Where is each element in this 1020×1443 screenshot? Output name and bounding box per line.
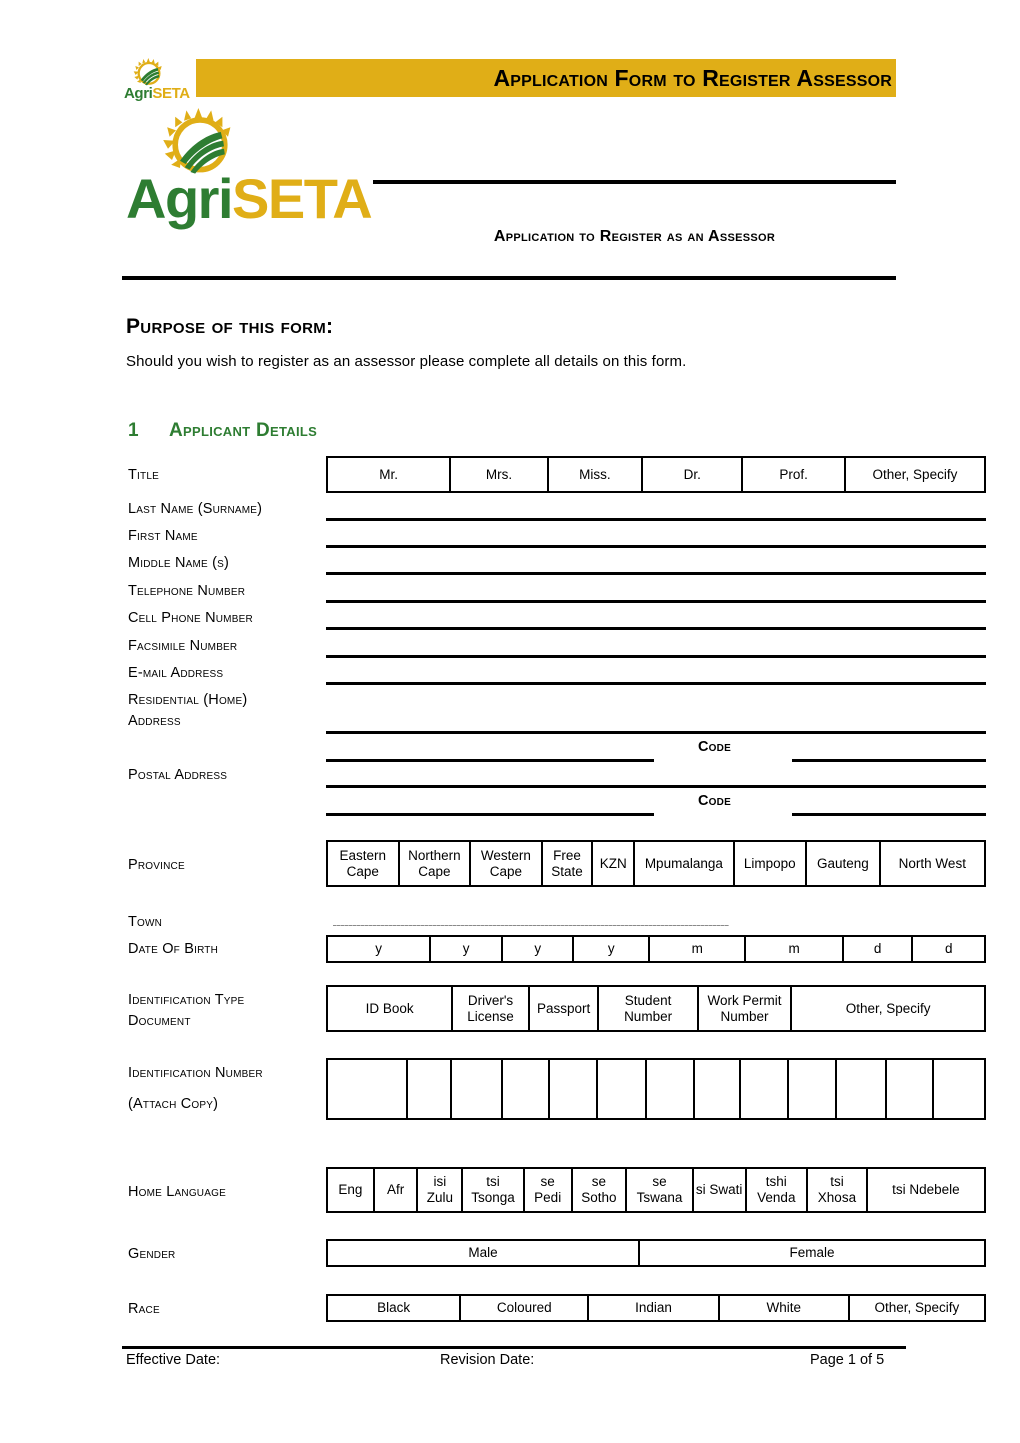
id-number-box-8[interactable]	[695, 1060, 742, 1118]
divider-below-subtitle	[122, 276, 896, 280]
language-option-eng[interactable]: Eng	[328, 1169, 375, 1211]
field-first-name-line[interactable]	[326, 545, 986, 548]
dob-cell-year-3[interactable]: y	[503, 937, 575, 961]
footer-revision-date: Revision Date:	[440, 1352, 535, 1368]
label-residential-address-line1: Residential (Home)	[128, 692, 248, 708]
id-number-box-2[interactable]	[408, 1060, 453, 1118]
language-option-si-swati[interactable]: si Swati	[694, 1169, 747, 1211]
label-last-name: Last Name (Surname)	[128, 501, 263, 517]
province-option-gauteng[interactable]: Gauteng	[807, 842, 881, 885]
id-type-option-student-number[interactable]: Student Number	[599, 987, 698, 1030]
field-facsimile-line[interactable]	[326, 655, 986, 658]
label-identification-number: Identification Number	[128, 1065, 263, 1081]
label-identification-type-line1: Identification Type	[128, 992, 245, 1008]
id-number-box-7[interactable]	[647, 1060, 695, 1118]
field-email-line[interactable]	[326, 682, 986, 685]
field-postal-line-2[interactable]	[326, 813, 654, 816]
header-title: Application Form to Register Assessor	[493, 65, 892, 91]
label-home-language: Home Language	[128, 1184, 226, 1200]
agriseta-sun-field-icon-small	[132, 58, 166, 88]
title-option-miss[interactable]: Miss.	[549, 458, 643, 491]
logo-agri-text: Agri	[124, 85, 153, 102]
id-number-box-13[interactable]	[934, 1060, 984, 1118]
race-table	[326, 1294, 986, 1322]
field-town-line[interactable]	[333, 925, 729, 926]
logo-seta-text: SETA	[152, 85, 190, 102]
label-email-address: E-mail Address	[128, 665, 224, 681]
province-option-eastern-cape[interactable]: Eastern Cape	[328, 842, 400, 885]
language-option-afr[interactable]: Afr	[375, 1169, 419, 1211]
province-option-limpopo[interactable]: Limpopo	[735, 842, 808, 885]
field-residential-line-1[interactable]	[326, 731, 986, 734]
logo-agri-text-main: Agri	[126, 167, 232, 230]
label-date-of-birth: Date Of Birth	[128, 941, 219, 957]
field-residential-code-line[interactable]	[792, 759, 986, 762]
dob-cell-month-2[interactable]: m	[746, 937, 843, 961]
dob-cell-year-1[interactable]: y	[328, 937, 431, 961]
id-number-box-9[interactable]	[741, 1060, 789, 1118]
dob-cell-day-2[interactable]: d	[944, 941, 953, 956]
province-option-north-west[interactable]: North West	[898, 855, 966, 871]
label-middle-name: Middle Name (s)	[128, 555, 230, 571]
label-residential-code: Code	[698, 739, 731, 755]
label-postal-code: Code	[698, 793, 731, 809]
language-option-tshi-venda[interactable]: tshi Venda	[747, 1169, 809, 1211]
id-number-box-11[interactable]	[837, 1060, 887, 1118]
field-middle-name-line[interactable]	[326, 572, 986, 575]
gender-table	[326, 1239, 986, 1267]
label-gender: Gender	[128, 1246, 176, 1262]
title-option-mr[interactable]: Mr.	[328, 458, 451, 491]
label-facsimile-number: Facsimile Number	[128, 638, 238, 654]
label-race: Race	[128, 1301, 160, 1317]
section-number: 1	[128, 420, 139, 441]
purpose-body-text: Should you wish to register as an assessor please complete all details on this form.	[126, 353, 687, 370]
dob-cell-year-2[interactable]: y	[431, 937, 503, 961]
footer-effective-date: Effective Date:	[126, 1352, 221, 1368]
race-option-coloured[interactable]: Coloured	[461, 1296, 589, 1320]
id-number-box-12[interactable]	[887, 1060, 935, 1118]
race-option-other[interactable]: Other, Specify	[874, 1300, 960, 1315]
logo-seta-text-main: SETA	[232, 167, 372, 230]
identification-number-boxes	[326, 1058, 986, 1120]
title-options-table	[326, 456, 986, 493]
home-language-table	[326, 1167, 986, 1213]
label-first-name: First Name	[128, 528, 198, 544]
purpose-heading: Purpose of this form:	[126, 315, 334, 338]
label-identification-attach-copy: (Attach Copy)	[128, 1096, 219, 1112]
agriseta-logo-small	[124, 58, 190, 102]
language-option-isi-zulu[interactable]: isi Zulu	[418, 1169, 463, 1211]
identification-type-table	[326, 985, 986, 1032]
label-residential-address-line2: Address	[128, 713, 181, 729]
date-of-birth-table	[326, 935, 986, 963]
language-option-tsi-xhosa[interactable]: tsi Xhosa	[808, 1169, 868, 1211]
id-type-option-id-book[interactable]: ID Book	[328, 987, 453, 1030]
label-title: Title	[128, 467, 159, 483]
dob-cell-month-1[interactable]: m	[650, 937, 746, 961]
label-postal-address: Postal Address	[128, 767, 228, 783]
field-last-name-line[interactable]	[326, 518, 986, 521]
title-option-other[interactable]: Other, Specify	[872, 466, 958, 482]
divider-above-subtitle	[373, 180, 896, 184]
footer-divider	[122, 1346, 906, 1349]
id-type-option-passport[interactable]: Passport	[530, 987, 600, 1030]
province-option-mpumalanga[interactable]: Mpumalanga	[635, 842, 734, 885]
id-number-box-5[interactable]	[550, 1060, 599, 1118]
field-postal-code-line[interactable]	[792, 813, 986, 816]
province-options-table	[326, 840, 986, 887]
document-subtitle: Application to Register as an Assessor	[493, 228, 776, 245]
label-province: Province	[128, 857, 185, 873]
province-option-kzn[interactable]: KZN	[593, 842, 635, 885]
language-option-se-sotho[interactable]: se Sotho	[573, 1169, 628, 1211]
race-option-white[interactable]: White	[720, 1296, 850, 1320]
province-option-western-cape[interactable]: Western Cape	[471, 842, 543, 885]
agriseta-wordmark-small	[124, 85, 190, 102]
id-type-option-other[interactable]: Other, Specify	[845, 1000, 931, 1016]
province-option-northern-cape[interactable]: Northern Cape	[400, 842, 472, 885]
id-number-box-3[interactable]	[452, 1060, 503, 1118]
field-postal-line-1[interactable]	[326, 785, 986, 788]
id-number-box-4[interactable]	[503, 1060, 550, 1118]
id-type-option-work-permit-number[interactable]: Work Permit Number	[699, 987, 792, 1030]
footer-page-number: Page 1 of 5	[810, 1352, 885, 1368]
field-residential-line-2[interactable]	[326, 759, 654, 762]
province-option-free-state[interactable]: Free State	[543, 842, 594, 885]
section-title: Applicant Details	[169, 420, 318, 441]
race-option-indian[interactable]: Indian	[589, 1296, 719, 1320]
language-option-se-pedi[interactable]: se Pedi	[525, 1169, 573, 1211]
label-town: Town	[128, 914, 163, 930]
field-cell-phone-line[interactable]	[326, 627, 986, 630]
label-identification-type-line2: Document	[128, 1013, 191, 1029]
title-option-mrs[interactable]: Mrs.	[451, 458, 548, 491]
dob-cell-day-1[interactable]: d	[844, 937, 914, 961]
title-option-dr[interactable]: Dr.	[643, 458, 743, 491]
language-option-se-tswana[interactable]: se Tswana	[627, 1169, 694, 1211]
race-option-black[interactable]: Black	[328, 1296, 461, 1320]
id-number-box-1[interactable]	[328, 1060, 408, 1118]
id-type-option-drivers-license[interactable]: Driver's License	[453, 987, 530, 1030]
dob-cell-year-4[interactable]: y	[574, 937, 650, 961]
gender-option-female[interactable]: Female	[789, 1245, 835, 1260]
id-number-box-6[interactable]	[598, 1060, 647, 1118]
field-telephone-line[interactable]	[326, 600, 986, 603]
agriseta-logo-main	[126, 108, 372, 230]
agriseta-wordmark-main	[126, 167, 372, 230]
label-telephone-number: Telephone Number	[128, 583, 246, 599]
title-option-prof[interactable]: Prof.	[743, 458, 845, 491]
id-number-box-10[interactable]	[789, 1060, 837, 1118]
label-cell-phone-number: Cell Phone Number	[128, 610, 253, 626]
language-option-tsi-ndebele[interactable]: tsi Ndebele	[892, 1182, 960, 1197]
gender-option-male[interactable]: Male	[328, 1241, 640, 1265]
language-option-tsi-tsonga[interactable]: tsi Tsonga	[463, 1169, 525, 1211]
